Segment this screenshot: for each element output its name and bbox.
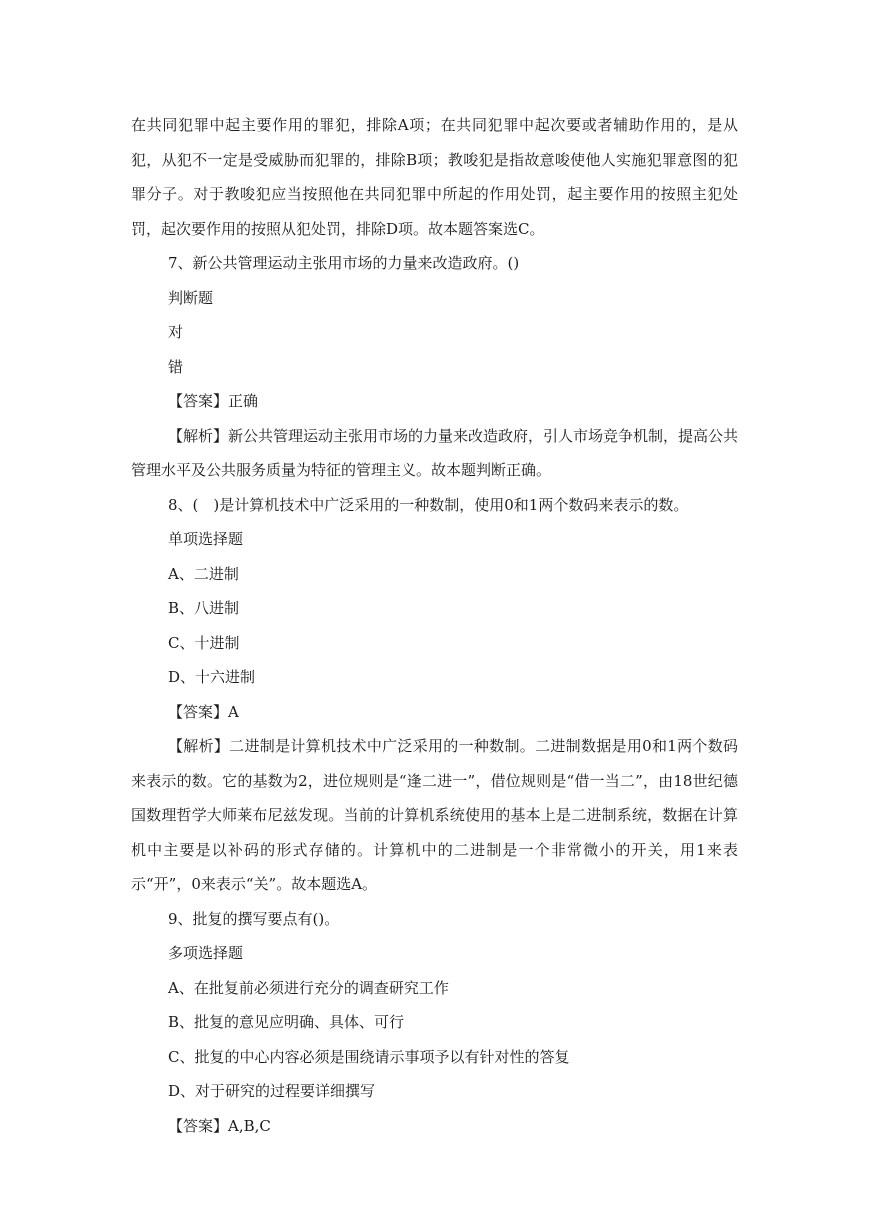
question-9-answer: 【答案】A,B,C (168, 1116, 271, 1135)
question-9-stem: 9、批复的撰写要点有()。 (168, 909, 340, 928)
question-9-option-c: C、批复的中心内容必须是围绕请示事项予以有针对性的答复 (168, 1047, 570, 1066)
question-8-option-b: B、八进制 (168, 599, 240, 617)
question-7-answer: 【答案】正确 (168, 392, 259, 410)
question-8-answer: 【答案】A (168, 702, 239, 721)
paragraph-continuation: 在共同犯罪中起主要作用的罪犯，排除A项；在共同犯罪中起次要或者辅助作用的，是从犯，从犯不一定是受威胁而犯罪的，排除B项；教唆犯是指故意唆使他人实施犯罪意图的犯罪分子。对于教唆犯应当按照他在共同犯罪中所起的作用处罚，起主要作用的按照主犯处罚，起次要作用的按照从犯处罚，排除D项。故本题答案选C。 (131, 116, 738, 238)
question-7-analysis: 【解析】新公共管理运动主张用市场的力量来改造政府，引人市场竞争机制，提高公共管理水平及公共服务质量为特征的管理主义。故本题判断正确。 (131, 426, 739, 479)
question-8-analysis: 【解析】二进制是计算机技术中广泛采用的一种数制。二进制数据是用0和1两个数码来表示的数。它的基数为2，进位规则是“逢二进一”，借位规则是“借一当二”，由18世纪德国数理哲学大师莱布尼兹发现。当前的计算机系统使用的基本上是二进制系统，数据在计算机中主要是以补码的形式存储的。计算机中的二进制是一个非常微小的开关，用1来表示“开”，0来表示“关”。故本题选A。 (131, 737, 738, 893)
question-9-option-d: D、对于研究的过程要详细撰写 (168, 1082, 376, 1100)
question-7-stem: 7、新公共管理运动主张用市场的力量来改造政府。() (168, 254, 520, 272)
question-9-type: 多项选择题 (168, 944, 244, 962)
question-8-stem: 8、( )是计算机技术中广泛采用的一种数制，使用0和1两个数码来表示的数。 (168, 495, 689, 514)
question-9-option-b: B、批复的意见应明确、具体、可行 (168, 1013, 405, 1031)
question-7-type: 判断题 (168, 288, 214, 307)
question-8-option-a: A、二进制 (168, 564, 239, 583)
question-8-option-d: D、十六进制 (168, 668, 256, 686)
question-9-option-a: A、在批复前必须进行充分的调查研究工作 (168, 978, 449, 997)
question-7-option-false: 错 (168, 357, 184, 376)
question-8-option-c: C、十进制 (168, 633, 240, 652)
question-7-option-true: 对 (168, 323, 184, 341)
document-body (131, 108, 738, 1143)
question-8-type: 单项选择题 (168, 530, 244, 548)
